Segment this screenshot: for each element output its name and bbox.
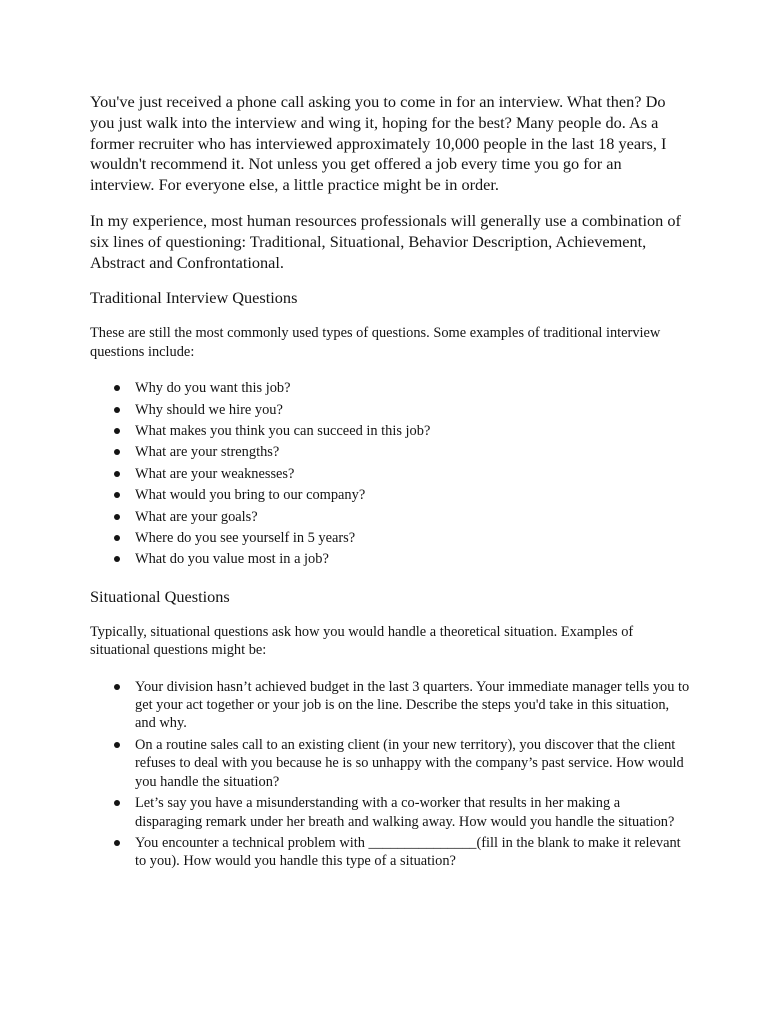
list-item-text: What do you value most in a job? (135, 551, 329, 568)
bullet-icon (114, 684, 120, 690)
traditional-question-list (90, 379, 690, 569)
list-item-text: Where do you see yourself in 5 years? (135, 530, 356, 547)
list-item-text: What are your strengths? (135, 444, 280, 461)
list-item-text: What makes you think you can succeed in this job? (135, 423, 431, 439)
bullet-icon (114, 800, 120, 806)
document-page (90, 92, 690, 889)
traditional-description: These are still the most commonly used types of questions. Some examples of traditional interview questions include: (90, 325, 661, 360)
bullet-icon (114, 407, 120, 413)
list-item (135, 736, 690, 791)
bullet-icon (114, 556, 120, 562)
intro-paragraph-2: In my experience, most human resources professionals will generally use a combination of six lines of questioning: Traditional, Situational, Behavior Description, Achievement, Abstract and Confrontational. (90, 210, 681, 272)
list-item-text: What are your weaknesses? (135, 465, 295, 482)
bullet-icon (114, 492, 120, 498)
list-item (135, 401, 690, 419)
list-item (135, 550, 690, 568)
bullet-icon (114, 742, 120, 748)
list-item (135, 834, 690, 871)
situational-question-list (90, 678, 690, 871)
list-item (135, 379, 690, 397)
bullet-icon (114, 471, 120, 477)
list-item (135, 443, 690, 461)
list-item (135, 508, 690, 526)
list-item-text: Let’s say you have a misunderstanding with a co-worker that results in her making a disparaging remark under her breath and walking away. How would you handle the situation? (135, 795, 675, 830)
intro-paragraph-1: You've just received a phone call asking you to come in for an interview. What then? Do you just walk into the interview and wing it, hoping for the best? Many people do. As a former recruiter who has interviewed approximately 10,000 people in the last 18 years, I wouldn't recommend it. Not unless you get offered a job every time you go for an interview. For everyone else, a little practice might be in order. (90, 92, 667, 195)
list-item (135, 486, 690, 504)
list-item-text: Why do you want this job? (135, 380, 291, 397)
list-item (135, 794, 690, 831)
bullet-icon (114, 514, 120, 520)
bullet-icon (114, 535, 120, 541)
list-item-text: You encounter a technical problem with _______________(fill in the blank to make it relevant to you). How would you handle this type of a situation? (135, 834, 681, 870)
bullet-icon (114, 385, 120, 391)
bullet-icon (114, 840, 120, 846)
list-item-text: What are your goals? (135, 508, 258, 525)
list-item-text: Your division hasn’t achieved budget in the last 3 quarters. Your immediate manager tells you to get your act together or your job is on the line. Describe the steps you'd take in this situation, and why. (135, 678, 690, 732)
list-item-text: What would you bring to our company? (135, 487, 366, 504)
bullet-icon (114, 428, 120, 434)
list-item (135, 465, 690, 483)
list-item-text: On a routine sales call to an existing client (in your new territory), you discover that the client refuses to deal with you because he is so unhappy with the company’s past service. How would you handle the situation? (135, 736, 684, 790)
list-item-text: Why should we hire you? (135, 401, 283, 418)
traditional-heading: Traditional Interview Questions (90, 288, 298, 308)
situational-heading: Situational Questions (90, 586, 230, 606)
list-item (135, 422, 690, 440)
situational-description: Typically, situational questions ask how you would handle a theoretical situation. Examples of situational questions might be: (90, 623, 634, 659)
list-item (135, 678, 690, 733)
bullet-icon (114, 449, 120, 455)
list-item (135, 529, 690, 547)
